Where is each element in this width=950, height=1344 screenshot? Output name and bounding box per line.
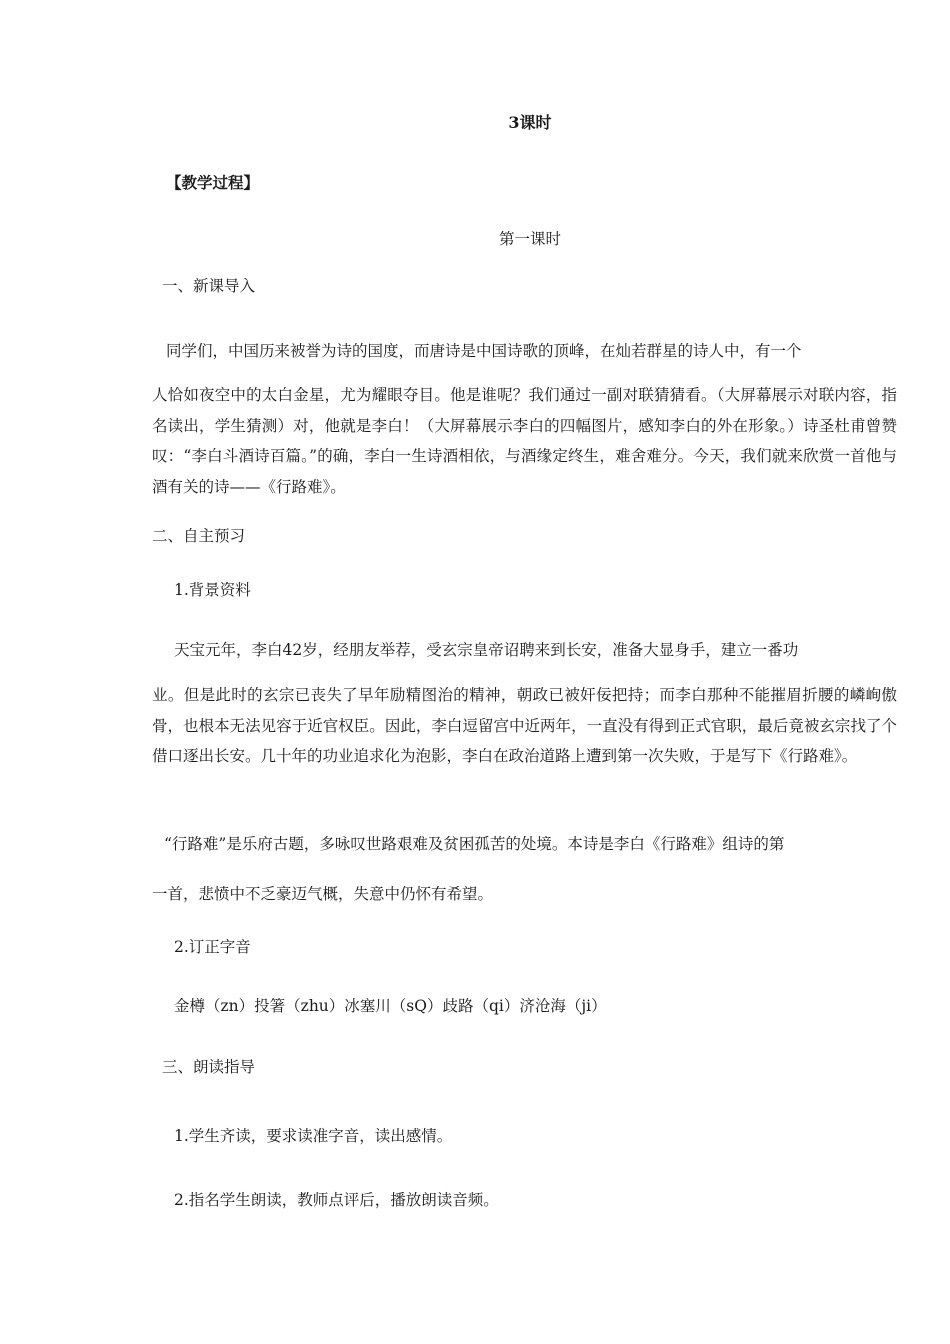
background-body: 业。但是此时的玄宗已丧失了早年励精图治的精神，朝政已被奸佞把持；而李白那种不能摧眉折腰的嶙峋傲骨，也根本无法见容于近官权臣。因此，李白逗留宫中近两年，一直没有得到正式官职，最后竟被玄宗找了个借口逐出长安。几十年的功业追求化为泡影，李白在政治道路上遭到第一次失败，于是写下《行路难》。 [152, 686, 897, 765]
reading-heading: 三、朗读指导 [162, 1058, 256, 1076]
intro-paragraph-first-line: 同学们，中国历来被誉为诗的国度，而唐诗是中国诗歌的顶峰，在灿若群星的诗人中，有一个 [166, 342, 802, 360]
preview-heading: 二、自主预习 [152, 527, 246, 545]
intro-paragraph-body: 人恰如夜空中的太白金星，尤为耀眼夺目。他是谁呢？我们通过一副对联猜猜看。（大屏幕展示对联内容，指名读出，学生猜测）对，他就是李白！（大屏幕展示李白的四幅图片，感知李白的外在形象。）诗圣杜甫曾赞叹：“李白斗酒诗百篇。”的确，李白一生诗酒相依，与酒缘定终生，难舍难分。今天，我们就来欣赏一首他与酒有关的诗——《行路难》。 [152, 386, 897, 496]
first-lesson-title: 第一课时 [498, 230, 561, 248]
background-first-line: 天宝元年，李白42岁，经朋友举荐，受玄宗皇帝诏聘来到长安，准备大显身手，建立一番功 [174, 641, 799, 659]
reading-item-1: 1.学生齐读，要求读准字音，读出感情。 [174, 1127, 453, 1145]
reading-item-2: 2.指名学生朗读，教师点评后，播放朗读音频。 [174, 1191, 499, 1209]
lesson-count-title: 3课时 [508, 113, 552, 132]
title-explanation-first-line: “行路难”是乐府古题，多咏叹世路艰难及贫困孤苦的处境。本诗是李白《行路难》组诗的第 [164, 835, 785, 853]
background-title: 1.背景资料 [174, 581, 251, 599]
pronunciation-title: 2.订正字音 [174, 938, 251, 956]
title-explanation-rest: 一首，悲愤中不乏豪迈气概，失意中仍怀有希望。 [152, 885, 494, 903]
teaching-process-label: 【教学过程】 [166, 173, 260, 192]
pronunciation-list: 金樽（zn）投箸（zhu）冰塞川（sQ）歧路（qi）济沧海（ji） [174, 997, 607, 1015]
intro-heading: 一、新课导入 [162, 277, 256, 295]
